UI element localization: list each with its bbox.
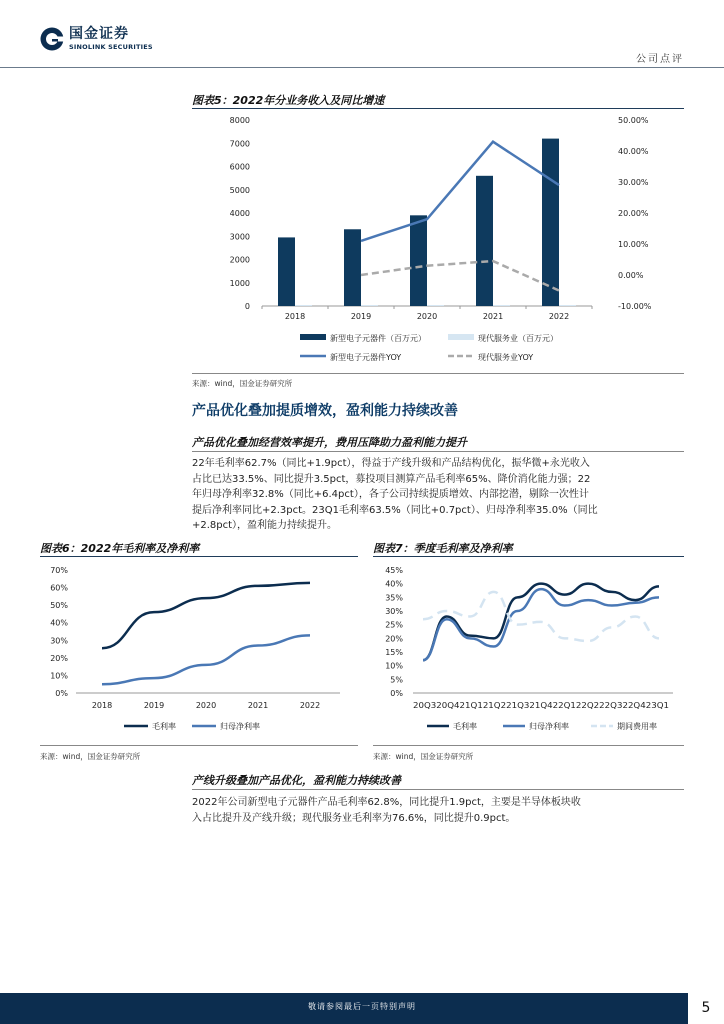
fig7-source: 来源：wind，国金证券研究所 bbox=[373, 752, 474, 761]
fig6-y-tick: 70% bbox=[50, 566, 68, 575]
fig6-title: 图表6：2022年毛利率及净利率 bbox=[40, 542, 200, 555]
fig5-legend-label: 新型电子元器件YOY bbox=[330, 353, 402, 362]
fig6-bottom-rule bbox=[40, 745, 358, 746]
fig7-y-tick: 20% bbox=[385, 634, 403, 644]
fig5-y-left-tick: 3000 bbox=[229, 232, 250, 242]
section-title: 产品优化叠加提质增效，盈利能力持续改善 bbox=[192, 403, 458, 419]
fig5-y-right-tick: 40.00% bbox=[618, 147, 649, 156]
report-type-label: 公司点评 bbox=[636, 54, 684, 65]
fig7-chart bbox=[373, 560, 684, 740]
paragraph-1 bbox=[192, 456, 684, 534]
subsection-title-1: 产品优化叠加经营效率提升，费用压降助力盈利能力提升 bbox=[192, 436, 467, 449]
fig6-x-tick-label: 2019 bbox=[143, 701, 165, 710]
fig5-line-electronic-yoy bbox=[361, 142, 559, 241]
fig5-y-right-tick: 10.00% bbox=[618, 240, 649, 249]
fig5-bar-electronic bbox=[278, 237, 295, 306]
subsection-1-rule bbox=[192, 451, 684, 452]
fig7-bottom-rule bbox=[373, 745, 684, 746]
fig7-y-tick: 35% bbox=[385, 593, 403, 603]
fig6-x-tick-label: 2018 bbox=[91, 701, 113, 710]
fig6-legend-label: 归母净利率 bbox=[220, 722, 260, 731]
fig5-bottom-rule bbox=[192, 373, 684, 374]
logo-chinese-name: 国金证券 bbox=[69, 26, 129, 43]
fig6-y-tick: 50% bbox=[50, 601, 68, 611]
logo-english-name: SINOLINK SECURITIES bbox=[69, 43, 153, 52]
fig6-y-tick: 20% bbox=[50, 653, 68, 663]
fig5-y-left-tick: 8000 bbox=[229, 116, 250, 125]
fig5-legend-label: 现代服务业YOY bbox=[478, 353, 534, 362]
subsection-2-rule bbox=[192, 789, 684, 790]
paragraph-2-line: 2022年公司新型电子元器件产品毛利率62.8%，同比提升1.9pct，主要是半导体板块收 bbox=[192, 797, 581, 808]
fig6-line-net-margin bbox=[102, 635, 310, 684]
fig6-x-tick-label: 2020 bbox=[195, 701, 217, 710]
fig7-y-tick: 45% bbox=[385, 566, 403, 575]
fig5-bar-electronic bbox=[476, 176, 493, 306]
fig6-y-tick: 30% bbox=[50, 636, 68, 646]
fig5-bar-service bbox=[361, 305, 378, 306]
paragraph-1-line: 占比已达33.5%、同比提升3.5pct，募投项目测算产品毛利率65%、降价消化能力强；22 bbox=[192, 473, 591, 485]
fig7-top-rule bbox=[373, 556, 684, 557]
fig5-bar-electronic bbox=[542, 139, 559, 306]
fig5-x-tick-label: 2020 bbox=[416, 312, 438, 321]
paragraph-2 bbox=[192, 795, 684, 826]
subsection-title-2: 产线升级叠加产品优化，盈利能力持续改善 bbox=[192, 774, 401, 787]
fig6-x-tick-label: 2021 bbox=[247, 701, 269, 710]
fig5-bar-electronic bbox=[344, 229, 361, 306]
fig5-x-tick-label: 2018 bbox=[284, 312, 306, 321]
fig5-title: 图表5：2022年分业务收入及同比增速 bbox=[192, 94, 385, 107]
fig7-legend-label: 期间费用率 bbox=[617, 722, 657, 731]
fig7-y-tick: 0% bbox=[390, 689, 403, 698]
fig5-top-rule bbox=[192, 108, 684, 109]
fig6-y-tick: 60% bbox=[50, 583, 68, 593]
fig5-bar-service bbox=[559, 305, 576, 306]
fig6-chart bbox=[40, 560, 358, 740]
paragraph-1-line: 22年毛利率62.7%（同比+1.9pct），得益于产线升级和产品结构优化，振华微+永光收入 bbox=[192, 458, 590, 469]
fig5-source: 来源：wind，国金证券研究所 bbox=[192, 379, 293, 388]
fig5-bar-service bbox=[295, 305, 312, 306]
fig5-y-left-tick: 4000 bbox=[229, 209, 250, 218]
fig5-bar-service bbox=[493, 305, 510, 306]
fig5-legend-label: 现代服务业（百万元） bbox=[478, 334, 558, 343]
fig7-y-tick: 10% bbox=[385, 661, 403, 671]
fig5-y-right-tick: -10.00% bbox=[618, 302, 652, 311]
paragraph-1-line: 提后净利率同比+2.3pct。23Q1毛利率63.5%（同比+0.7pct）、归母净利率35.0%（同比 bbox=[192, 504, 598, 516]
fig6-x-tick-label: 2022 bbox=[299, 701, 321, 710]
footer-disclaimer: 敬请参阅最后一页特别声明 bbox=[308, 1002, 416, 1011]
fig7-legend-label: 毛利率 bbox=[453, 722, 477, 731]
fig7-legend-label: 归母净利率 bbox=[529, 722, 569, 731]
fig6-legend-label: 毛利率 bbox=[152, 722, 176, 731]
fig5-bar-electronic bbox=[410, 215, 427, 306]
company-logo bbox=[40, 27, 153, 51]
fig5-y-right-tick: 0.00% bbox=[618, 271, 644, 280]
fig5-legend-swatch bbox=[448, 334, 474, 340]
fig5-line-service-yoy bbox=[361, 261, 559, 290]
fig7-y-tick: 5% bbox=[390, 675, 403, 685]
sinolink-logo-icon bbox=[40, 27, 64, 51]
fig7-x-tick-labels: 20Q320Q421Q121Q221Q321Q422Q122Q222Q322Q423Q1 bbox=[413, 701, 670, 710]
fig5-y-left-tick: 2000 bbox=[229, 255, 250, 265]
fig5-legend-label: 新型电子元器件（百万元） bbox=[330, 334, 426, 343]
fig5-y-left-tick: 1000 bbox=[229, 278, 250, 288]
fig7-title: 图表7：季度毛利率及净利率 bbox=[373, 542, 513, 555]
fig6-top-rule bbox=[40, 556, 358, 557]
header-divider bbox=[0, 67, 724, 68]
fig5-y-left-tick: 0 bbox=[244, 302, 250, 311]
fig7-y-tick: 40% bbox=[385, 579, 403, 589]
fig7-y-tick: 30% bbox=[385, 607, 403, 616]
fig6-source: 来源：wind，国金证券研究所 bbox=[40, 752, 141, 761]
fig7-y-tick: 15% bbox=[385, 648, 403, 657]
fig5-x-tick-label: 2022 bbox=[548, 312, 570, 321]
paragraph-1-line: 年归母净利率32.8%（同比+6.4pct），各子公司持续提质增效、内部挖潜，剔除一次性计 bbox=[192, 489, 589, 500]
fig5-y-left-tick: 7000 bbox=[229, 139, 250, 149]
fig5-x-tick-label: 2019 bbox=[350, 312, 372, 321]
page-number: 5 bbox=[688, 993, 724, 1024]
paragraph-1-line: +2.8pct），盈利能力持续提升。 bbox=[192, 520, 338, 531]
fig6-y-tick: 40% bbox=[50, 618, 68, 628]
fig6-y-tick: 0% bbox=[55, 689, 68, 698]
fig5-y-right-tick: 30.00% bbox=[618, 178, 649, 187]
fig5-y-right-tick: 20.00% bbox=[618, 209, 649, 218]
fig5-legend-swatch bbox=[300, 334, 326, 340]
fig5-y-left-tick: 5000 bbox=[229, 185, 250, 195]
paragraph-2-line: 入占比提升及产线升级；现代服务业毛利率为76.6%，同比提升0.9pct。 bbox=[192, 812, 516, 824]
fig5-chart bbox=[192, 110, 684, 372]
fig5-x-tick-label: 2021 bbox=[482, 312, 504, 321]
fig5-y-left-tick: 6000 bbox=[229, 162, 250, 172]
fig6-y-tick: 10% bbox=[50, 671, 68, 681]
fig5-bar-service bbox=[427, 305, 444, 306]
fig6-line-gross-margin bbox=[102, 583, 310, 648]
fig5-y-right-tick: 50.00% bbox=[618, 116, 649, 125]
fig7-line-expense-ratio bbox=[423, 592, 659, 641]
fig7-y-tick: 25% bbox=[385, 620, 403, 630]
